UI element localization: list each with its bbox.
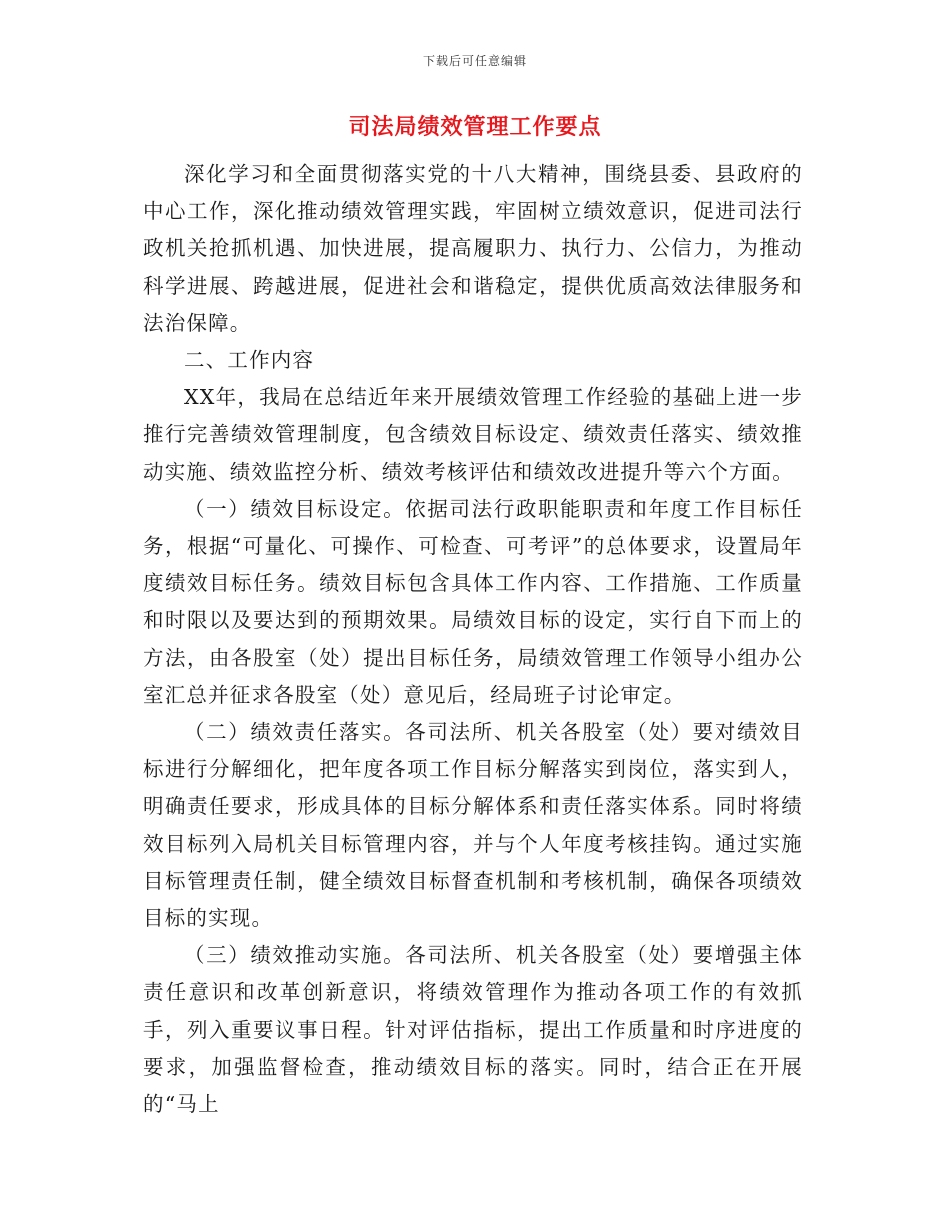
header-note: 下载后可任意编辑 — [422, 54, 527, 68]
document-body — [143, 156, 803, 1123]
paragraph-intro: 深化学习和全面贯彻落实党的十八大精神，围绕县委、县政府的中心工作，深化推动绩效管理实践，牢固树立绩效意识，促进司法行政机关抢抓机遇、加快进展，提高履职力、执行力、公信力，为推动科学进展、跨越进展，促进社会和谐稳定，提供优质高效法律服务和法治保障。 — [143, 162, 803, 335]
paragraph-overview: XX年，我局在总结近年来开展绩效管理工作经验的基础上进一步推行完善绩效管理制度，包含绩效目标设定、绩效责任落实、绩效推动实施、绩效监控分析、绩效考核评估和绩效改进提升等六个方面。 — [143, 385, 803, 484]
document-title: 司法局绩效管理工作要点 — [348, 115, 602, 140]
paragraph-responsibility: （二）绩效责任落实。各司法所、机关各股室（处）要对绩效目标进行分解细化，把年度各项工作目标分解落实到岗位，落实到人，明确责任要求，形成具体的目标分解体系和责任落实体系。同时将绩效目标列入局机关目标管理内容，并与个人年度考核挂钩。通过实施目标管理责任制，健全绩效目标督查机制和考核机制，确保各项绩效目标的实现。 — [143, 720, 803, 931]
paragraph-implementation: （三）绩效推动实施。各司法所、机关各股室（处）要增强主体责任意识和改革创新意识，将绩效管理作为推动各项工作的有效抓手，列入重要议事日程。针对评估指标，提出工作质量和时序进度的要求，加强监督检查，推动绩效目标的落实。同时，结合正在开展的“马上 — [143, 943, 803, 1117]
paragraph-goal-setting: （一）绩效目标设定。依据司法行政职能职责和年度工作目标任务，根据“可量化、可操作、可检查、可考评”的总体要求，设置局年度绩效目标任务。绩效目标包含具体工作内容、工作措施、工作质量和时限以及要达到的预期效果。局绩效目标的设定，实行自下而上的方法，由各股室（处）提出目标任务，局绩效管理工作领导小组办公室汇总并征求各股室（处）意见后，经局班子讨论审定。 — [143, 496, 803, 707]
section-heading-work-content: 二、工作内容 — [184, 348, 315, 373]
